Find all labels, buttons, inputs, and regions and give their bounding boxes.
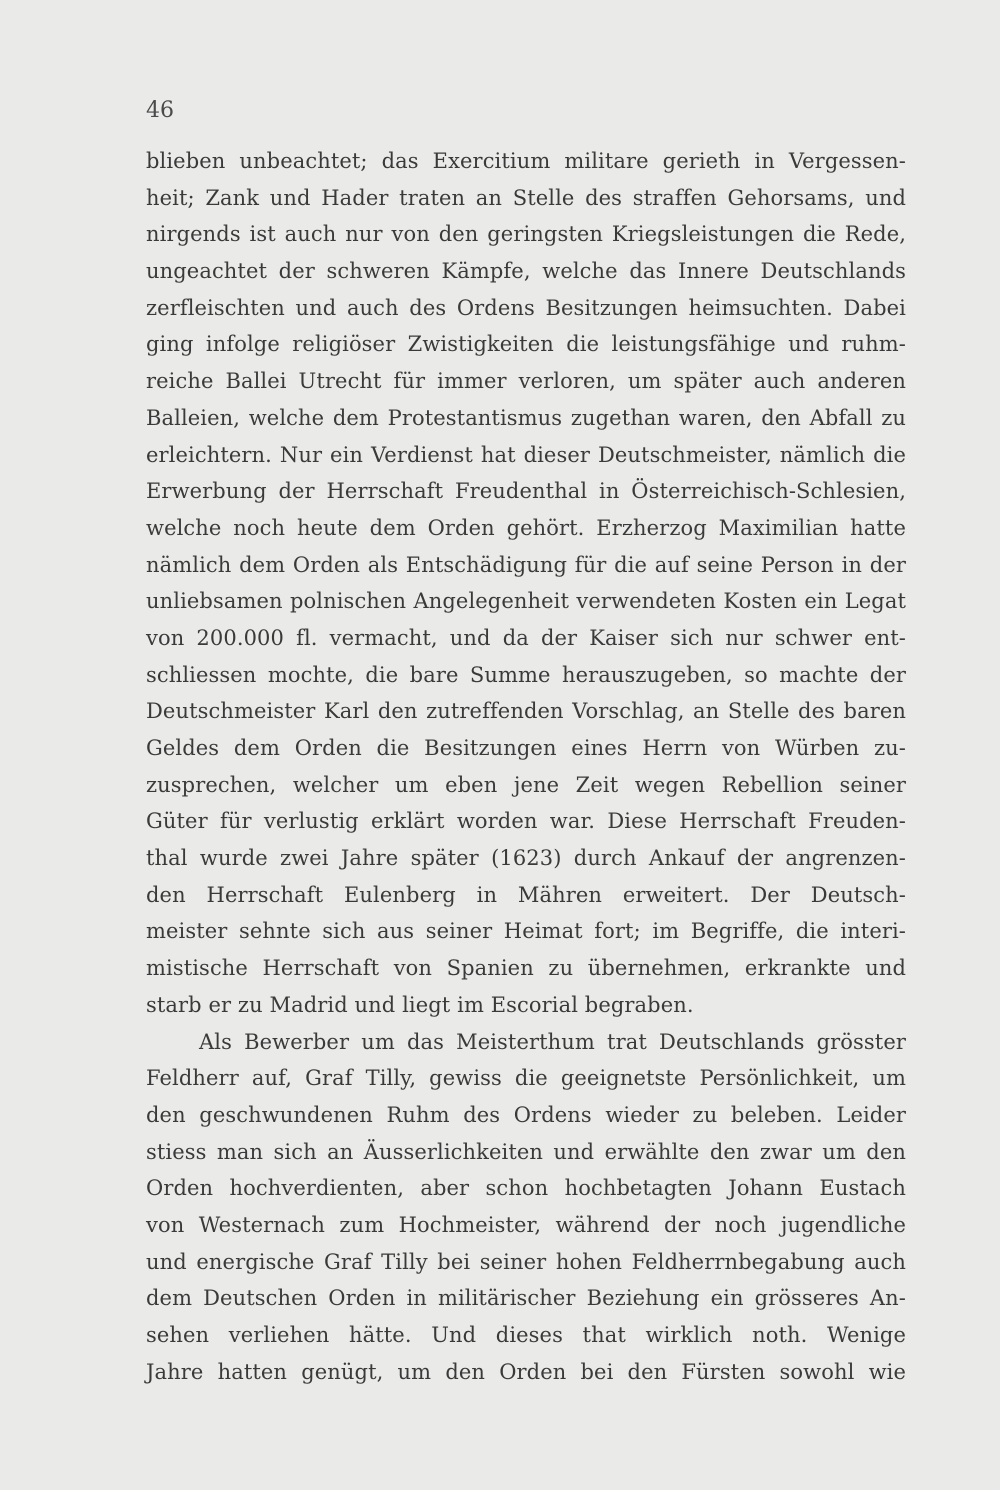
text-line: ungeachtet der schweren Kämpfe, welche das Innere Deutschlands <box>146 259 906 284</box>
text-line: nämlich dem Orden als Entschädigung für die auf seine Person in der <box>146 552 906 577</box>
text-line: starb er zu Madrid und liegt im Escorial begraben. <box>146 992 694 1017</box>
text-line: sehen verliehen hätte. Und dieses that wirklich noth. Wenige <box>146 1323 906 1347</box>
text-line: ging infolge religiöser Zwistigkeiten die leistungsfähige und ruhm- <box>146 332 906 357</box>
text-line: blieben unbeachtet; das Exercitium militare gerieth in Vergessen- <box>146 149 906 173</box>
body-text <box>146 143 906 1390</box>
text-line: erleichtern. Nur ein Verdienst hat dieser Deutschmeister, nämlich die <box>146 442 906 467</box>
text-line: zerfleischten und auch des Ordens Besitzungen heimsuchten. Dabei <box>146 295 906 320</box>
text-line: mistische Herrschaft von Spanien zu übernehmen, erkrankte und <box>146 956 906 981</box>
text-line: von Westernach zum Hochmeister, während der noch jugendliche <box>146 1212 906 1237</box>
text-line: von 200.000 fl. vermacht, und da der Kaiser sich nur schwer ent- <box>146 625 906 650</box>
text-line: heit; Zank und Hader traten an Stelle des straffen Gehorsams, und <box>146 185 906 210</box>
text-line: schliessen mochte, die bare Summe herauszugeben, so machte der <box>146 662 906 687</box>
text-line: Erwerbung der Herrschaft Freudenthal in Österreichisch-Schlesien, <box>146 479 906 504</box>
text-line: welche noch heute dem Orden gehört. Erzherzog Maximilian hatte <box>146 515 906 540</box>
text-line: zusprechen, welcher um eben jene Zeit wegen Rebellion seiner <box>146 772 906 797</box>
text-line: reiche Ballei Utrecht für immer verloren, um später auch anderen <box>146 369 906 394</box>
text-line: Güter für verlustig erklärt worden war. Diese Herrschaft Freuden- <box>146 809 906 834</box>
text-line: den Herrschaft Eulenberg in Mähren erweitert. Der Deutsch- <box>146 882 906 907</box>
page-number: 46 <box>146 98 174 123</box>
text-line: und energische Graf Tilly bei seiner hohen Feldherrnbegabung auch <box>146 1249 906 1274</box>
text-line: meister sehnte sich aus seiner Heimat fort; im Begriffe, die interi- <box>146 919 906 944</box>
text-line: Deutschmeister Karl den zutreffenden Vorschlag, an Stelle des baren <box>146 699 906 724</box>
text-line: Als Bewerber um das Meisterthum trat Deutschlands grösster <box>199 1029 906 1054</box>
text-line: Feldherr auf, Graf Tilly, gewiss die geeignetste Persönlichkeit, um <box>146 1066 906 1091</box>
text-line: Orden hochverdienten, aber schon hochbetagten Johann Eustach <box>146 1176 906 1201</box>
text-line: Balleien, welche dem Protestantismus zugethan waren, den Abfall zu <box>146 405 906 430</box>
text-line: thal wurde zwei Jahre später (1623) durch Ankauf der angrenzen- <box>146 846 906 871</box>
text-line: den geschwundenen Ruhm des Ordens wieder zu beleben. Leider <box>146 1102 906 1127</box>
text-line: stiess man sich an Äusserlichkeiten und erwählte den zwar um den <box>146 1139 906 1164</box>
text-line: Jahre hatten genügt, um den Orden bei den Fürsten sowohl wie <box>146 1359 906 1384</box>
text-line: Geldes dem Orden die Besitzungen eines Herrn von Würben zu- <box>146 736 906 760</box>
text-line: nirgends ist auch nur von den geringsten Kriegsleistungen die Rede, <box>146 222 906 247</box>
text-line: unliebsamen polnischen Angelegenheit verwendeten Kosten ein Legat <box>146 589 906 614</box>
text-line: dem Deutschen Orden in militärischer Beziehung ein grösseres An- <box>146 1286 906 1311</box>
